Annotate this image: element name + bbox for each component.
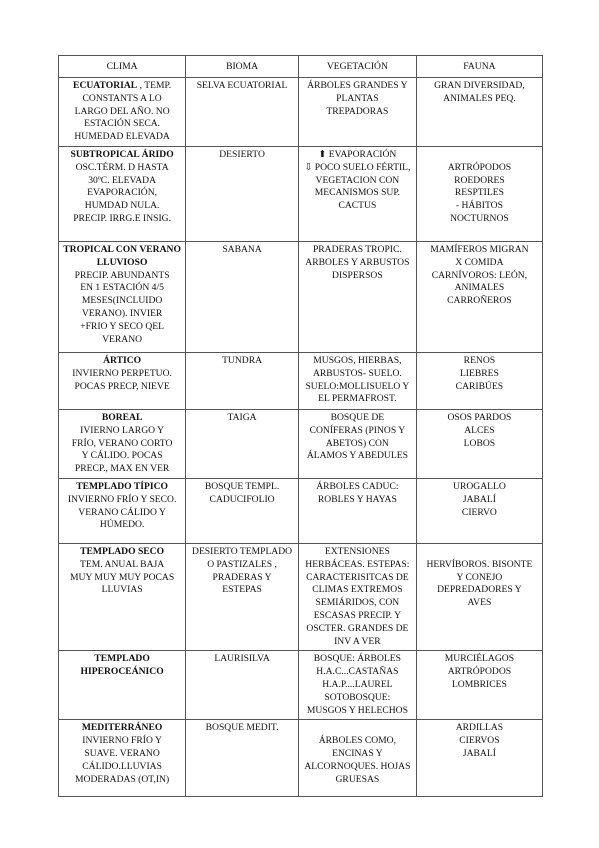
cell-line: MAMÍFEROS MIGRAN <box>430 243 529 255</box>
bioma-cell <box>186 352 299 409</box>
cell-line: CIERVOS <box>459 735 500 747</box>
cell-line: PLANTAS <box>336 92 379 104</box>
header-clima: CLIMA <box>59 56 186 78</box>
clima-cell <box>59 543 186 650</box>
bioma-cell <box>186 651 299 720</box>
vegetacion-cell <box>298 241 416 352</box>
fauna-cell <box>416 543 542 650</box>
vegetacion-cell <box>298 352 416 409</box>
cell-line: ARDILLAS <box>455 722 504 734</box>
cell-line: HUMEDAD ELEVADA <box>74 131 170 143</box>
cell-line: MECANISMOS SUP. <box>314 187 401 199</box>
cell-line: SOTOBOSQUE: <box>324 691 391 703</box>
cell-line: EN 1 ESTACIÓN 4/5 <box>80 282 164 294</box>
cell-line: DESIERTO <box>219 148 265 160</box>
cell-line: ROBLES Y HAYAS <box>317 493 397 505</box>
table-row <box>59 78 543 147</box>
cell-line: DEPREDADORES Y <box>437 584 522 596</box>
cell-line: TREPADORAS <box>326 105 389 117</box>
cell-line: MUY MUY MUY POCAS <box>69 571 175 583</box>
cell-line: MURCIÉLAGOS <box>444 653 515 665</box>
cell-line: Y CONEJO <box>456 571 503 583</box>
cell-line: VERANO). INVIER <box>81 307 163 319</box>
cell-line: 30ºC. ELEVADA <box>88 174 157 186</box>
cell-line: PRADERAS Y <box>212 571 272 583</box>
cell-line: UROGALLO <box>453 480 506 492</box>
cell-line: SEMIÁRIDOS, CON <box>315 597 400 609</box>
cell-line: Y CÁLIDO. POCAS <box>81 450 163 462</box>
vegetacion-cell <box>298 651 416 720</box>
cell-line: LAURISILVA <box>214 653 270 665</box>
cell-line: H.A.P....LAUREL <box>322 678 393 690</box>
cell-line: EXTENSIONES <box>324 545 390 557</box>
cell-line: CLIMAS EXTREMOS <box>312 584 403 596</box>
clima-title: ÁRTICO <box>103 354 142 366</box>
fauna-cell <box>416 651 542 720</box>
bioma-cell <box>186 478 299 543</box>
cell-line: ARBOLES Y ARBUSTOS <box>305 256 410 268</box>
clima-cell <box>59 78 186 147</box>
table-row <box>59 478 543 543</box>
clima-cell <box>59 651 186 720</box>
cell-line: H.A.C...CASTAÑAS <box>316 666 399 678</box>
cell-line: EL PERMAFROST. <box>318 393 397 405</box>
cell-line: BOSQUE DE <box>330 411 385 423</box>
table-row <box>59 352 543 409</box>
bioma-cell <box>186 720 299 797</box>
cell-line: INVIERNO FRÍO Y SECO. <box>67 493 177 505</box>
cell-line: ARBUSTOS- SUELO. <box>312 367 402 379</box>
cell-line: OSOS PARDOS <box>447 411 512 423</box>
cell-line: INVIERNO FRÍO Y <box>82 735 162 747</box>
cell-line: ⬆ EVAPORACIÓN <box>318 148 397 160</box>
table-row <box>59 651 543 720</box>
cell-line: ENCINAS Y <box>332 747 383 759</box>
cell-line: INVIERNO PERPETUO. <box>72 367 172 379</box>
cell-line: BOSQUE MEDIT. <box>205 722 279 734</box>
cell-line: ÁRBOLES CADUC: <box>316 480 399 492</box>
bioma-cell <box>186 241 299 352</box>
cell-line: INV A VER <box>334 635 381 647</box>
clima-title: BOREAL <box>101 411 143 423</box>
cell-line: MODERADAS (OT,IN) <box>75 773 170 785</box>
cell-line: SUELO:MOLLISUELO Y <box>305 380 410 392</box>
cell-line: LLUVIAS <box>101 584 143 596</box>
cell-line: CÁLIDO.LLUVIAS <box>82 760 162 772</box>
cell-line: AVES <box>467 597 492 609</box>
clima-title: TEMPLADO TÍPICO <box>76 480 168 492</box>
biomes-table <box>58 55 543 797</box>
vegetacion-cell <box>298 720 416 797</box>
clima-cell <box>59 241 186 352</box>
cell-line: ESTACIÓN SECA. <box>84 118 161 130</box>
clima-title: ECUATORIAL <box>73 80 138 91</box>
cell-line: OSCTER. GRANDES DE <box>306 622 409 634</box>
table-row <box>59 409 543 478</box>
cell-line: TAIGA <box>227 411 257 423</box>
fauna-cell <box>416 720 542 797</box>
clima-cell <box>59 720 186 797</box>
cell-line: LARGO DEL AÑO. NO <box>74 105 170 117</box>
fauna-cell <box>416 409 542 478</box>
cell-line: GRAN DIVERSIDAD, <box>434 80 525 91</box>
cell-line: SELVA ECUATORIAL <box>196 80 288 91</box>
cell-line: JABALÍ <box>462 747 496 759</box>
cell-line: ALCORNOQUES. HOJAS <box>304 760 411 772</box>
clima-title: TROPICAL CON VERANO LLUVIOSO <box>63 243 181 268</box>
cell-line: HERVÍBOROS. BISONTE <box>426 558 533 570</box>
cell-line: POCAS PRECP, NIEVE <box>74 380 170 392</box>
bioma-cell <box>186 146 299 241</box>
cell-line: ÁRBOLES GRANDES Y <box>307 80 408 91</box>
cell-line: X COMIDA <box>455 256 504 268</box>
clima-title: TEMPLADO SECO <box>80 545 165 557</box>
cell-line: VEGETACION CON <box>315 174 400 186</box>
cell-line: TEM. ANUAL BAJA <box>80 558 165 570</box>
cell-line: - HÁBITOS <box>455 200 503 212</box>
vegetacion-cell <box>298 543 416 650</box>
cell-line: ARTRÓPODOS <box>447 666 512 678</box>
cell-line: BOSQUE: ÁRBOLES <box>313 653 401 665</box>
cell-line: ÁRBOLES COMO, <box>318 735 397 747</box>
cell-line: GRUESAS <box>335 773 380 785</box>
spacer <box>302 722 413 735</box>
cell-line: LOMBRICES <box>451 678 507 690</box>
cell-line: MUSGOS Y HELECHOS <box>306 704 408 716</box>
cell-line: CARROÑEROS <box>447 295 512 307</box>
cell-line: SABANA <box>222 243 262 255</box>
cell-line: CADUCIFOLIO <box>209 493 275 505</box>
cell-line: TUNDRA <box>222 354 263 366</box>
cell-line: BOSQUE TEMPL. <box>204 480 280 492</box>
fauna-cell <box>416 146 542 241</box>
fauna-cell <box>416 478 542 543</box>
header-vegetacion: VEGETACIÓN <box>298 56 416 78</box>
cell-line: OSC.TÉRM. D HASTA <box>75 161 169 173</box>
cell-line: PRECP., MAX EN VER <box>74 463 170 475</box>
table-row <box>59 720 543 797</box>
cell-line: ROEDORES <box>454 174 505 186</box>
cell-line: ARTRÓPODOS <box>447 161 512 173</box>
cell-line: HERBÁCEAS. ESTEPAS: <box>305 558 410 570</box>
cell-line: HÚMEDO. <box>99 519 145 531</box>
vegetacion-cell <box>298 78 416 147</box>
header-bioma: BIOMA <box>186 56 299 78</box>
cell-line: FRÍO, VERANO CORTO <box>71 437 173 449</box>
cell-line: PRECIP. IRRG.E INSIG. <box>73 212 172 224</box>
cell-line: ABETOS) CON <box>325 437 389 449</box>
bioma-cell <box>186 543 299 650</box>
clima-title: TEMPLADO HIPEROCEÁNICO <box>80 653 164 678</box>
cell-line: LOBOS <box>463 437 496 449</box>
vegetacion-cell <box>298 478 416 543</box>
cell-line: CIERVO <box>461 506 497 518</box>
cell-line: ANIMALES PEQ. <box>443 92 516 104</box>
cell-line: DISPERSOS <box>332 269 383 281</box>
table-row <box>59 241 543 352</box>
vegetacion-cell <box>298 409 416 478</box>
cell-line: CARACTERISITCAS DE <box>306 571 409 583</box>
cell-line: PRADERAS TROPIC. <box>312 243 402 255</box>
cell-line: ÁLAMOS Y ABEDULES <box>306 450 408 462</box>
header-row <box>59 56 543 78</box>
cell-line: ESCASAS PRECIP. Y <box>313 609 402 621</box>
cell-line: EVAPORACIÓN, <box>87 187 158 199</box>
cell-line: O PASTIZALES , <box>207 558 277 570</box>
cell-line: MESES(INCLUIDO <box>81 295 163 307</box>
cell-line: NOCTURNOS <box>450 212 509 224</box>
cell-line: CARNÍVOROS: LEÓN, <box>431 269 528 281</box>
cell-line: ANIMALES <box>454 282 505 294</box>
cell-line: PRECIP. ABUNDANTS <box>74 269 170 281</box>
cell-line: VERANO CÁLIDO Y <box>78 506 166 518</box>
clima-cell <box>59 409 186 478</box>
vegetacion-cell <box>298 146 416 241</box>
cell-line: RENOS <box>463 354 496 366</box>
cell-line: ALCES <box>464 424 495 436</box>
cell-line: RESPTILES <box>454 187 504 199</box>
clima-title: MEDITERRÁNEO <box>81 722 163 734</box>
bioma-cell <box>186 78 299 147</box>
cell-line: VERANO <box>102 333 143 345</box>
table-row <box>59 543 543 650</box>
bioma-cell <box>186 409 299 478</box>
table-row <box>59 146 543 241</box>
cell-line: CARIBÚES <box>455 380 504 392</box>
clima-cell <box>59 146 186 241</box>
fauna-cell <box>416 352 542 409</box>
cell-line: ESTEPAS <box>222 584 262 596</box>
cell-line: MUSGOS, HIERBAS, <box>313 354 402 366</box>
fauna-cell <box>416 241 542 352</box>
fauna-cell <box>416 78 542 147</box>
cell-line: CACTUS <box>338 200 377 212</box>
spacer <box>420 149 539 162</box>
cell-line: CONÍFERAS (PINOS Y <box>309 424 406 436</box>
clima-cell <box>59 352 186 409</box>
cell-line: DESIERTO TEMPLADO <box>192 545 293 557</box>
spacer <box>420 546 539 559</box>
clima-title: SUBTROPICAL ÁRIDO <box>70 148 174 160</box>
cell-line: +FRIO Y SECO QEL <box>80 320 165 332</box>
cell-line: JABALÍ <box>462 493 496 505</box>
cell-line: SUAVE. VERANO <box>84 747 160 759</box>
clima-title-line <box>62 80 182 93</box>
cell-line: IVIERNO LARGO Y <box>80 424 165 436</box>
cell-line: HUMDAD NULA. <box>84 200 160 212</box>
clima-cell <box>59 478 186 543</box>
cell-line: CONSTANTS A LO <box>82 92 162 104</box>
header-fauna: FAUNA <box>416 56 542 78</box>
clima-title-suffix: , TEMP. <box>137 80 172 91</box>
cell-line: LIEBRES <box>459 367 499 379</box>
cell-line: ⇩ POCO SUELO FÉRTIL, <box>304 161 411 173</box>
